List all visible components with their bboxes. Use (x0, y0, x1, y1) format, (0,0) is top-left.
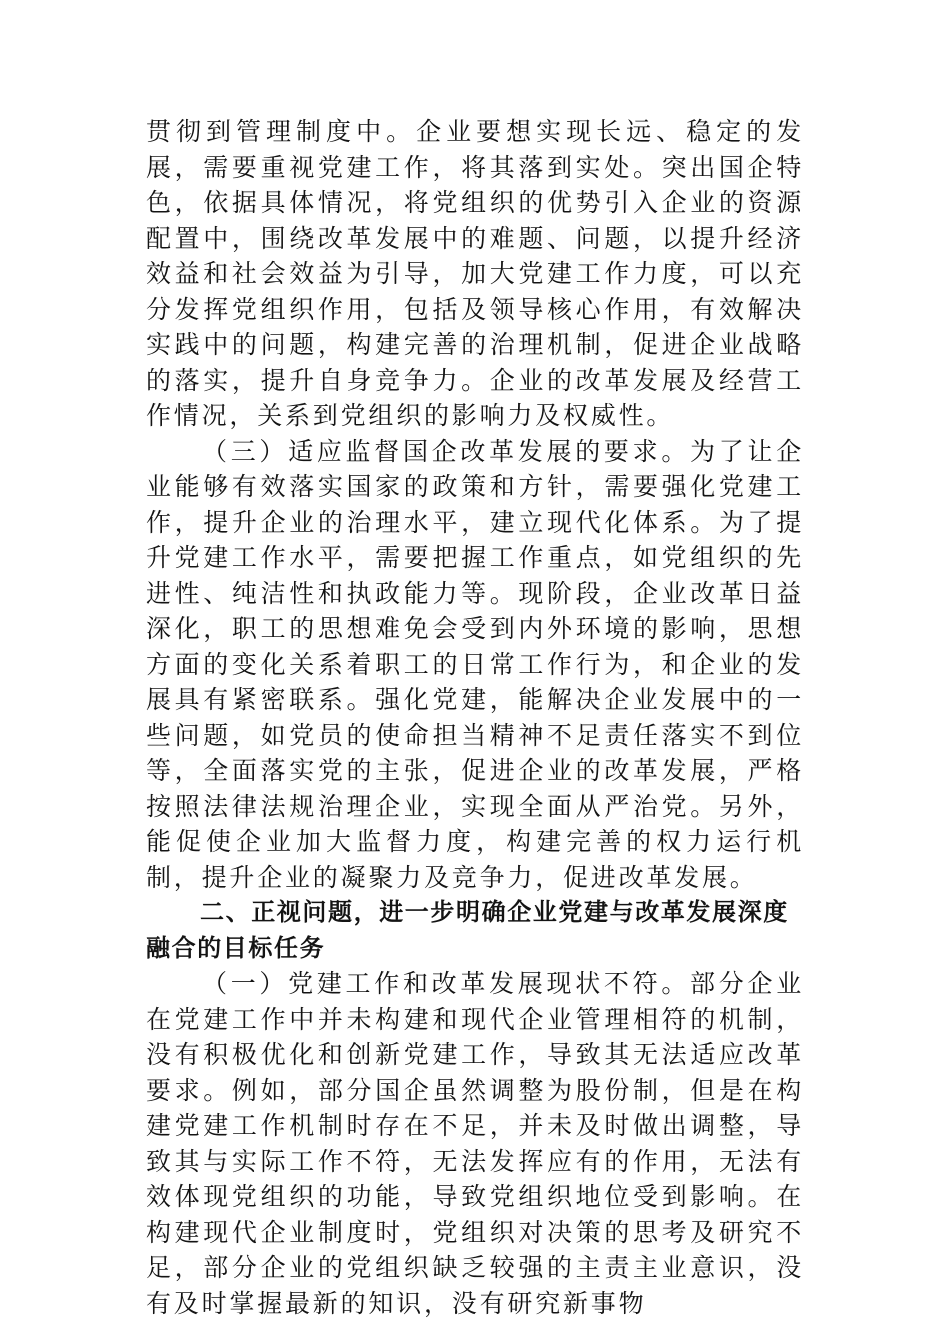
paragraph-section-three: （三）适应监督国企改革发展的要求。为了让企业能够有效落实国家的政策和方针，需要强化党建工作，提升企业的治理水平，建立现代化体系。为了提升党建工作水平，需要把握工作重点，如党组织的先进性、纯洁性和执政能力等。现阶段，企业改革日益深化，职工的思想难免会受到内外环境的影响，思想方面的变化关系着职工的日常工作行为，和企业的发展具有紧密联系。强化党建，能解决企业发展中的一些问题，如党员的使命担当精神不足责任落实不到位等，全面落实党的主张，促进企业的改革发展，严格按照法律法规治理企业，实现全面从严治党。另外，能促使企业加大监督力度，构建完善的权力运行机制，提升企业的凝聚力及竞争力，促进改革发展。 (146, 436, 804, 892)
paragraph-body: 贯彻到管理制度中。企业要想实现长远、稳定的发展，需要重视党建工作，将其落到实处。突出国企特色，依据具体情况，将党组织的优势引入企业的资源配置中，围绕改革发展中的难题、问题，以提升经济效益和社会效益为引导，加大党建工作力度，可以充分发挥党组织作用，包括及领导核心作用，有效解决实践中的问题，构建完善的治理机制，促进企业战略的落实，提升自身竞争力。企业的改革发展及经营工作情况，关系到党组织的影响力及权威性。 (146, 117, 804, 430)
document-body (146, 114, 804, 1321)
paragraph-section-one: （一）党建工作和改革发展现状不符。部分企业在党建工作中并未构建和现代企业管理相符的机制，没有积极优化和创新党建工作，导致其无法适应改革要求。例如，部分国企虽然调整为股份制，但是在构建党建工作机制时存在不足，并未及时做出调整，导致其与实际工作不符，无法发挥应有的作用，无法有效体现党组织的功能，导致党组织地位受到影响。在构建现代企业制度时，党组织对决策的思考及研究不足，部分企业的党组织缺乏较强的主责主业意识，没有及时掌握最新的知识，没有研究新事物 (146, 969, 804, 1318)
section-heading: 二、正视问题，进一步明确企业党建与改革发展深度融合的目标任务 (146, 898, 789, 962)
